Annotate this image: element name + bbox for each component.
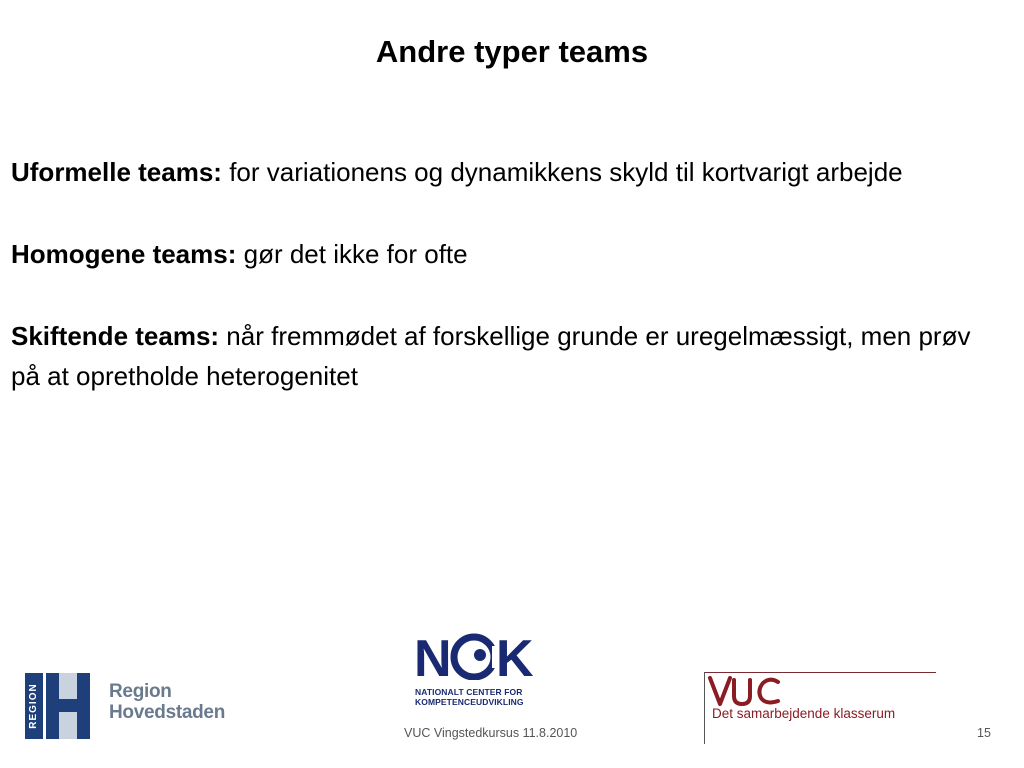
slide-title: Andre typer teams bbox=[375, 34, 649, 69]
region-logo-bar-text: REGION bbox=[28, 683, 39, 729]
paragraph-text: når fremmødet af forskellige grunde er uregelmæssigt, men prøv på at opretholde heterogenitet bbox=[11, 321, 971, 391]
paragraph-homogeneous-teams bbox=[11, 234, 1001, 274]
paragraph-label: Skiftende teams: bbox=[11, 321, 220, 351]
nck-letters-icon bbox=[414, 632, 538, 680]
nck-subtitle-line1: NATIONALT CENTER FOR bbox=[415, 687, 523, 697]
region-logo-line1: Region bbox=[109, 681, 172, 702]
svg-text:N: N bbox=[414, 632, 450, 680]
nck-subtitle bbox=[415, 687, 524, 707]
page-number: 15 bbox=[977, 726, 991, 740]
slide-body bbox=[11, 152, 1001, 438]
vuc-logo bbox=[704, 672, 936, 744]
paragraph-text: gør det ikke for ofte bbox=[236, 239, 468, 269]
nck-logo bbox=[414, 632, 554, 714]
vuc-logo-left-line bbox=[704, 672, 705, 744]
paragraph-text: for variationens og dynamikkens skyld til kortvarigt arbejde bbox=[221, 157, 903, 187]
paragraph-label: Uformelle teams: bbox=[11, 157, 222, 187]
svg-text:K: K bbox=[496, 632, 534, 680]
footer-text: VUC Vingstedkursus 11.8.2010 bbox=[404, 726, 578, 740]
nck-subtitle-line2: KOMPETENCEUDVIKLING bbox=[415, 697, 524, 707]
vuc-logo-top-line bbox=[704, 672, 936, 673]
region-h-icon bbox=[46, 673, 90, 739]
region-hovedstaden-logo bbox=[25, 673, 245, 739]
paragraph-informal-teams bbox=[11, 152, 1001, 192]
paragraph-shifting-teams bbox=[11, 316, 1001, 396]
vuc-slogan: Det samarbejdende klasserum bbox=[712, 706, 896, 721]
region-logo-line2: Hovedstaden bbox=[109, 702, 226, 723]
region-logo-name bbox=[109, 681, 225, 723]
paragraph-label: Homogene teams: bbox=[11, 239, 237, 269]
region-logo-bar bbox=[25, 673, 43, 739]
